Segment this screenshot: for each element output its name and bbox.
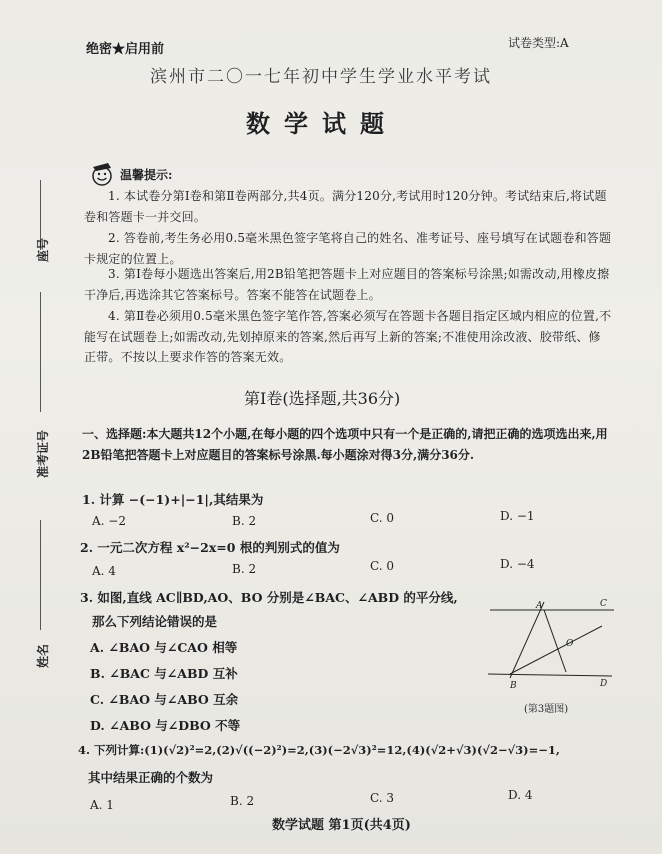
q4-option-d: D. 4	[508, 788, 533, 802]
question-4-stem-2: 其中结果正确的个数为	[88, 770, 214, 785]
question-3-stem: 3. 如图,直线 AC∥BD,AO、BO 分别是∠BAC、∠ABD 的平分线,	[80, 590, 458, 605]
tip-item-2: 2. 答卷前,考生务必用0.5毫米黑色签字笔将自己的姓名、准考证号、座号填写在试题卷和答题卡规定的位置上。	[84, 231, 612, 266]
paper-type: 试卷类型:A	[508, 36, 569, 50]
exam-id-line	[40, 292, 41, 412]
point-b: B	[510, 681, 517, 691]
q2-option-b: B. 2	[232, 562, 257, 576]
exam-title: 滨州市二〇一七年初中学生学业水平考试	[150, 67, 492, 87]
segment-ab	[510, 602, 544, 678]
question-2-stem: 2. 一元二次方程 x²−2x=0 根的判别式的值为	[80, 540, 340, 555]
section-header	[82, 424, 610, 466]
figure-caption: (第3题图)	[524, 704, 569, 715]
segment-ao	[544, 610, 566, 672]
secret-label: 绝密★启用前	[86, 42, 165, 57]
question-4-stem: 4. 下列计算:(1)(√2)²=2,(2)√((−2)²)=2,(3)(−2√3)²=12,(4)(√2+√3)(√2−√3)=−1,	[78, 743, 560, 757]
tip-item-1: 1. 本试卷分第Ⅰ卷和第Ⅱ卷两部分,共4页。满分120分,考试用时120分钟。考试结束后,将试题卷和答题卡一并交回。	[84, 189, 607, 224]
smiley-icon	[88, 160, 116, 188]
q2-option-d: D. −4	[500, 557, 535, 571]
section-title: 一、选择题:本大题共12个小题,在每小题的四个选项中只有一个是正确的,请把正确的选项选出来,用2B铅笔把答题卡上对应题目的答案标号涂黑.每小题涂对得3分,满分36分.	[82, 427, 608, 462]
q4-option-a: A. 1	[90, 798, 114, 812]
q3-option-c: C. ∠BAO 与∠ABO 互余	[90, 692, 239, 707]
q4-option-c: C. 3	[370, 791, 395, 805]
q3-option-b: B. ∠BAC 与∠ABD 互补	[90, 666, 238, 681]
name-label: 姓名	[36, 643, 50, 668]
q1-option-a: A. −2	[92, 514, 126, 528]
tip-item-4: 4. 第Ⅱ卷必须用0.5毫米黑色签字笔作答,答案必须写在答题卡各题目指定区域内相应的位置,不能写在试题卷上;如需改动,先划掉原来的答案,然后再写上新的答案;不准使用涂改液、胶带纸、修正带。不按以上要求作答的答案无效。	[84, 309, 612, 364]
segment-bo	[510, 626, 602, 674]
point-a: A	[536, 601, 543, 611]
point-c: C	[600, 599, 607, 609]
q3-option-a: A. ∠BAO 与∠CAO 相等	[90, 640, 238, 655]
q1-option-b: B. 2	[232, 514, 257, 528]
name-line	[40, 520, 41, 630]
point-d: D	[600, 679, 608, 689]
seat-number-label: 座号	[36, 237, 50, 262]
question-1-stem: 1. 计算 −(−1)+|−1|,其结果为	[82, 492, 264, 507]
q2-option-a: A. 4	[92, 564, 116, 578]
exam-id-label: 准考证号	[36, 429, 50, 478]
q2-option-c: C. 0	[370, 559, 395, 573]
subject-title: 数学试题	[246, 109, 398, 138]
page-footer: 数学试题 第1页(共4页)	[272, 818, 411, 833]
tips-label: 温馨提示:	[120, 168, 173, 182]
point-o: O	[566, 639, 574, 649]
line-bd	[488, 674, 612, 676]
part1-title: 第Ⅰ卷(选择题,共36分)	[244, 389, 401, 408]
tip-item-3: 3. 第Ⅰ卷每小题选出答案后,用2B铅笔把答题卡上对应题目的答案标号涂黑;如需改动,用橡皮擦干净后,再选涂其它答案标号。答案不能答在试题卷上。	[84, 267, 610, 302]
q3-figure	[486, 592, 616, 692]
question-3-stem-2: 那么下列结论错误的是	[92, 614, 218, 629]
q1-option-d: D. −1	[500, 509, 535, 523]
q1-option-c: C. 0	[370, 511, 395, 525]
q4-option-b: B. 2	[230, 794, 255, 808]
q3-option-d: D. ∠ABO 与∠DBO 不等	[90, 718, 241, 733]
